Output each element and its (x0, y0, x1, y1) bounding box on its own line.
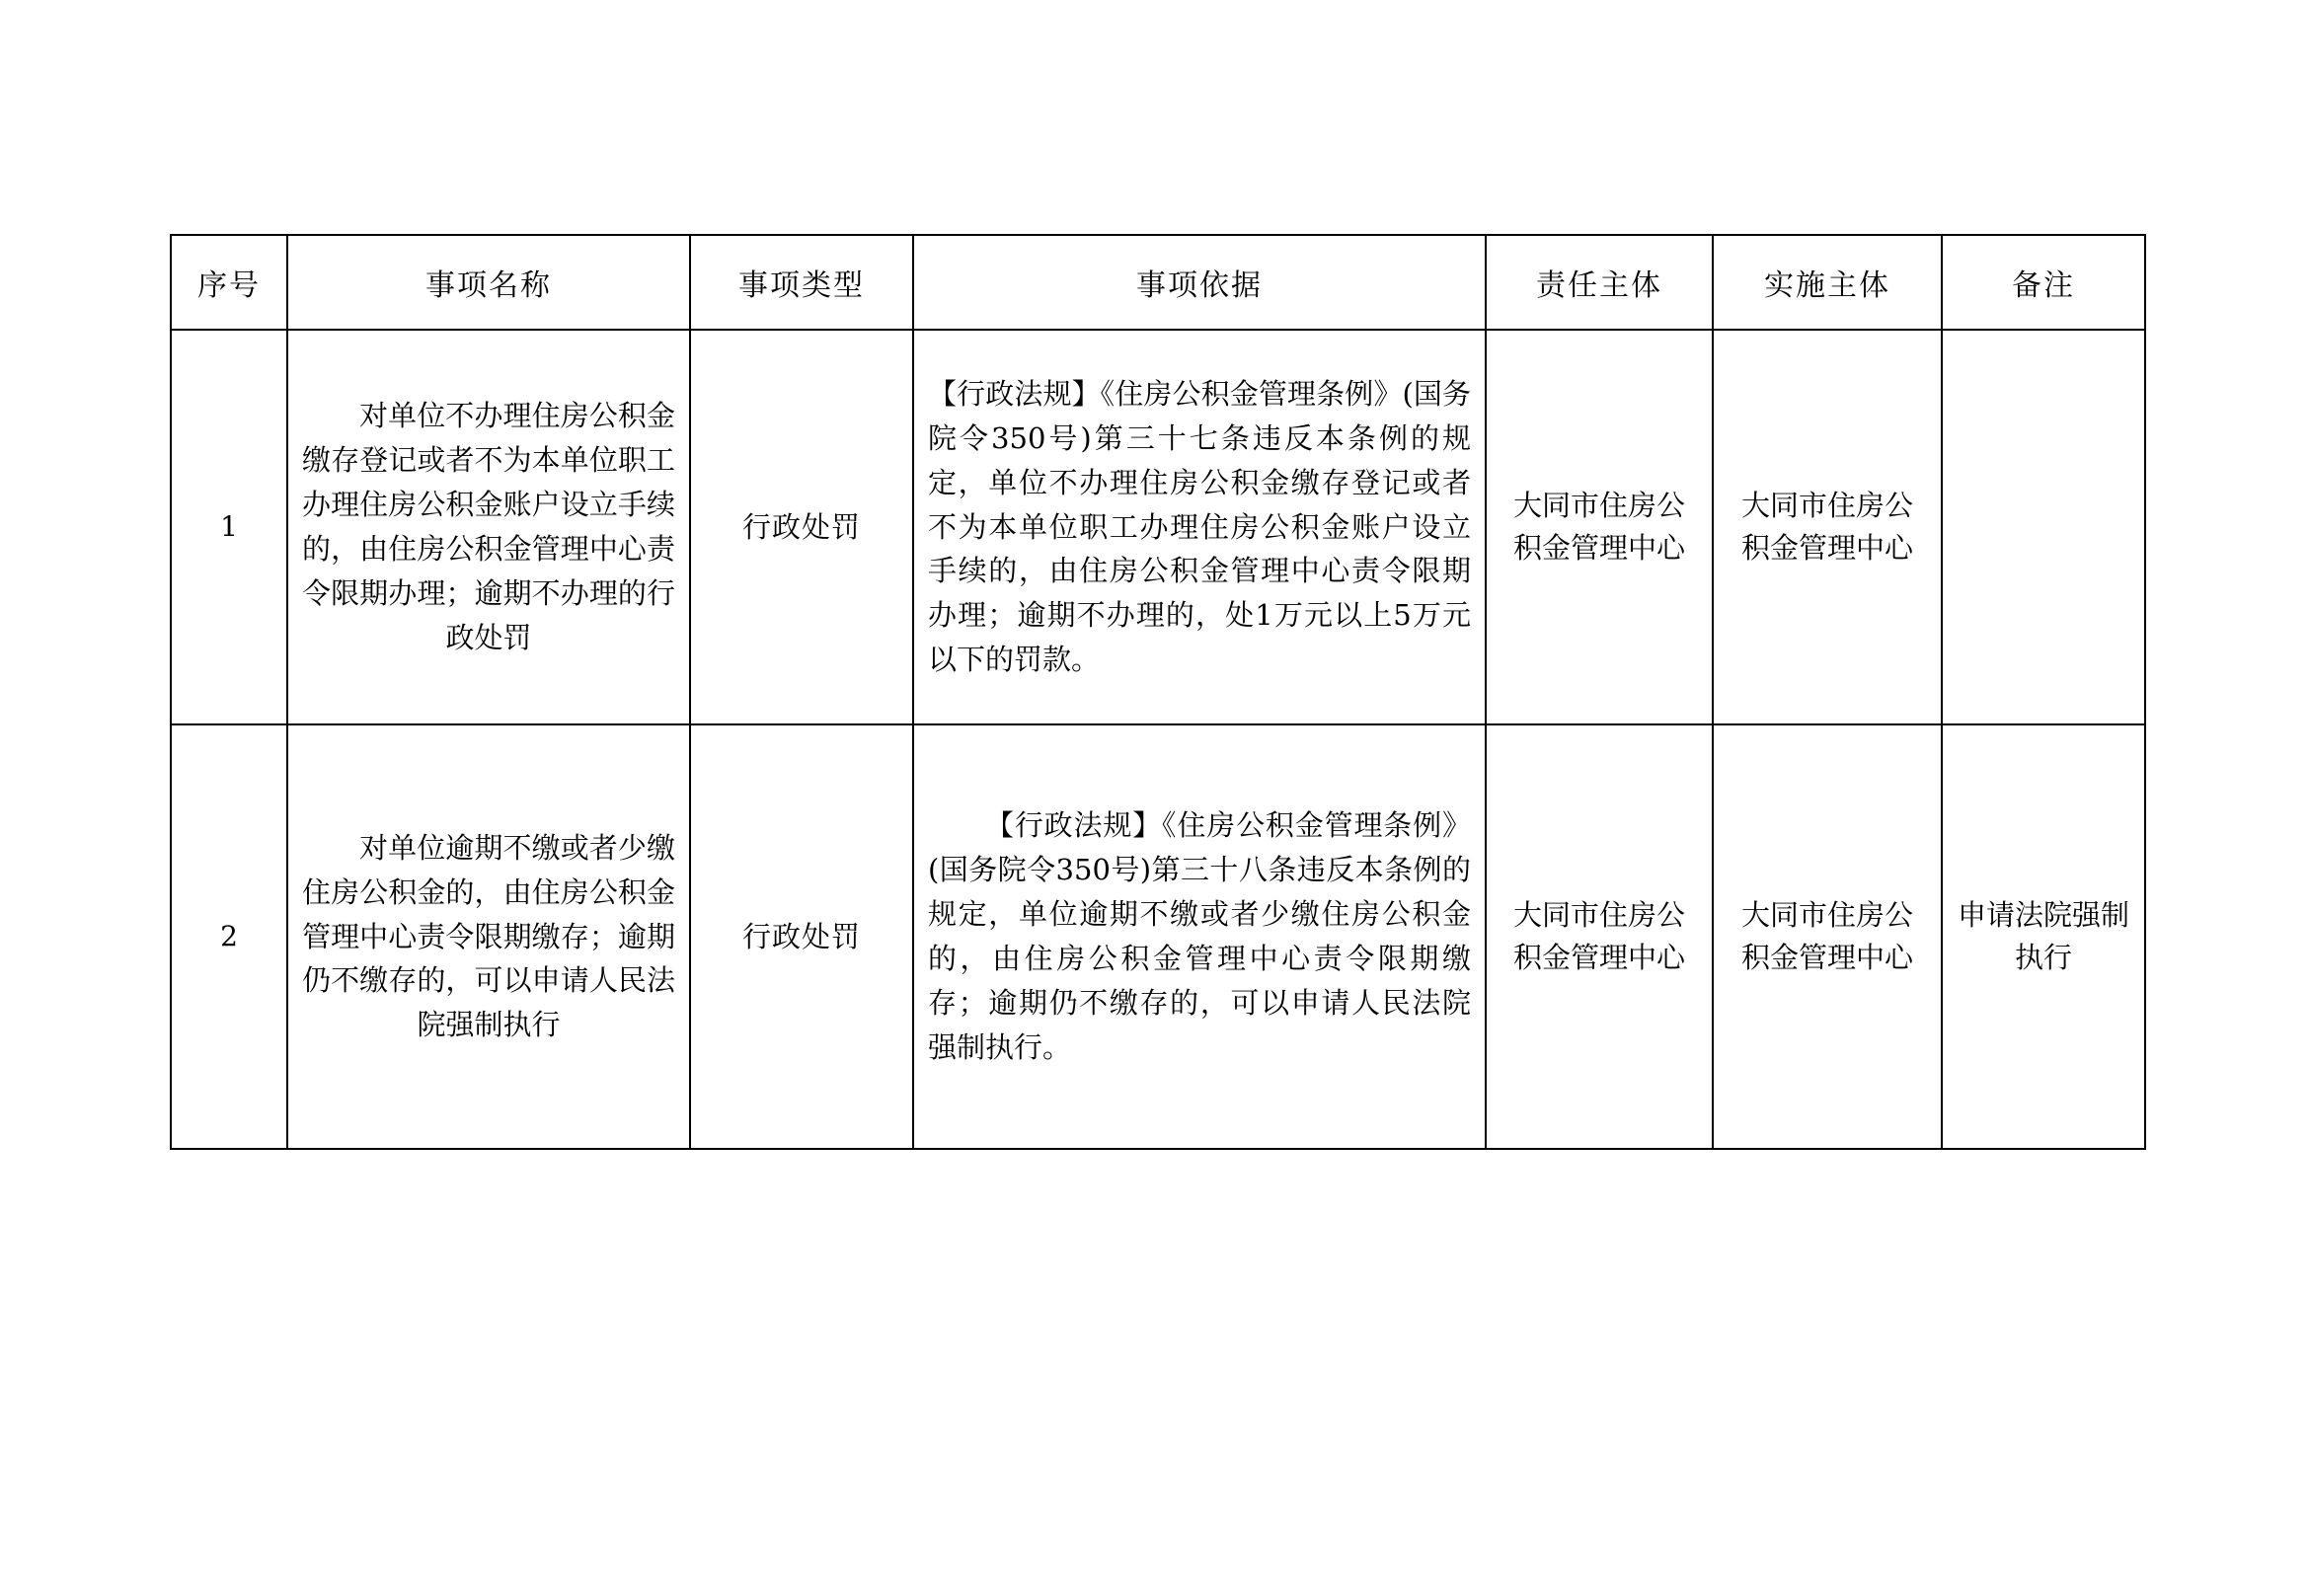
cell-responsible: 大同市住房公积金管理中心 (1486, 330, 1713, 724)
matters-table (170, 234, 2146, 1150)
column-header-responsible: 责任主体 (1486, 235, 1713, 330)
cell-index: 1 (171, 330, 287, 724)
column-header-note: 备注 (1942, 235, 2145, 330)
cell-implementer: 大同市住房公积金管理中心 (1713, 330, 1942, 724)
table-header-row (171, 235, 2145, 330)
table-row (171, 330, 2145, 724)
table-body (171, 330, 2145, 1149)
cell-responsible: 大同市住房公积金管理中心 (1486, 724, 1713, 1149)
column-header-implementer: 实施主体 (1713, 235, 1942, 330)
cell-name: 对单位逾期不缴或者少缴住房公积金的，由住房公积金管理中心责令限期缴存；逾期仍不缴存的，可以申请人民法院强制执行 (287, 724, 690, 1149)
cell-note (1942, 330, 2145, 724)
cell-implementer: 大同市住房公积金管理中心 (1713, 724, 1942, 1149)
table-row (171, 724, 2145, 1149)
cell-note: 申请法院强制执行 (1942, 724, 2145, 1149)
column-header-name: 事项名称 (287, 235, 690, 330)
cell-name: 对单位不办理住房公积金缴存登记或者不为本单位职工办理住房公积金账户设立手续的，由住房公积金管理中心责令限期办理；逾期不办理的行政处罚 (287, 330, 690, 724)
cell-index: 2 (171, 724, 287, 1149)
cell-basis: 【行政法规】《住房公积金管理条例》(国务院令350号)第三十八条违反本条例的规定，单位逾期不缴或者少缴住房公积金的，由住房公积金管理中心责令限期缴存；逾期仍不缴存的，可以申请人民法院强制执行。 (913, 724, 1486, 1149)
matters-table-container (170, 234, 2144, 1150)
table-header (171, 235, 2145, 330)
cell-type: 行政处罚 (690, 724, 913, 1149)
column-header-type: 事项类型 (690, 235, 913, 330)
column-header-basis: 事项依据 (913, 235, 1486, 330)
column-header-index: 序号 (171, 235, 287, 330)
cell-type: 行政处罚 (690, 330, 913, 724)
cell-basis: 【行政法规】《住房公积金管理条例》(国务院令350号)第三十七条违反本条例的规定，单位不办理住房公积金缴存登记或者不为本单位职工办理住房公积金账户设立手续的，由住房公积金管理中心责令限期办理；逾期不办理的，处1万元以上5万元以下的罚款。 (913, 330, 1486, 724)
